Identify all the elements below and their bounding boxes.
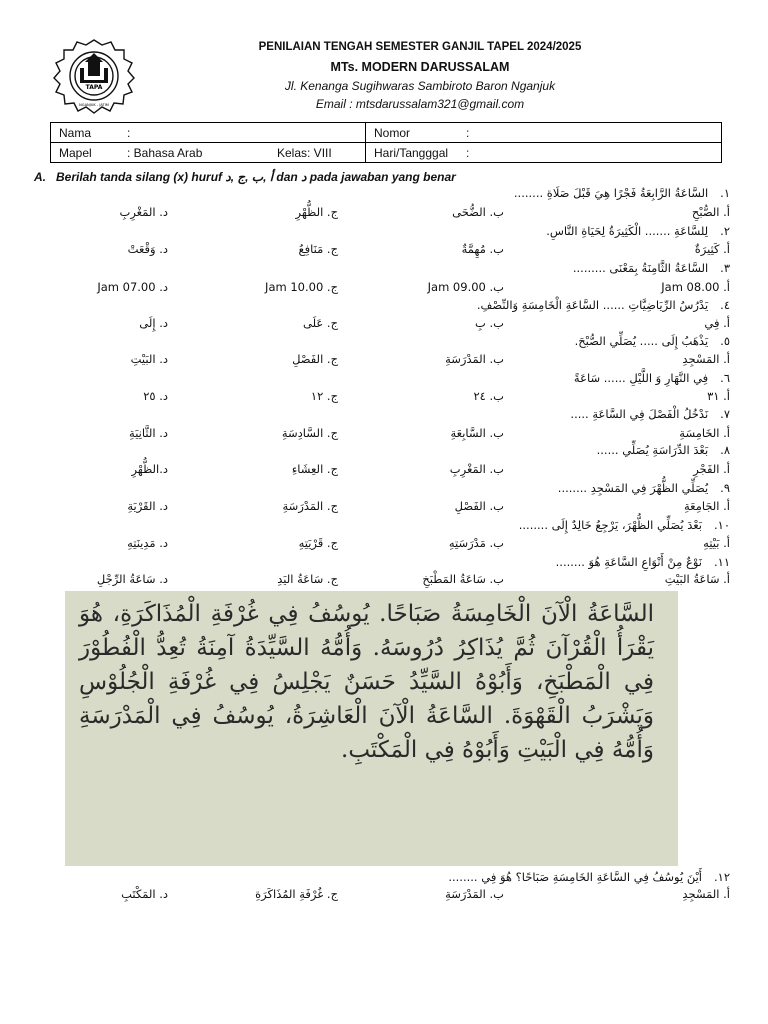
nama-label: Nama [59, 126, 92, 140]
q12-option-a[interactable]: أ. المَسْجِدِ [682, 887, 730, 901]
q5-option-c[interactable]: ج. الفَصْلِ [292, 352, 338, 366]
q12-option-b[interactable]: ب. المَدْرَسَةِ [445, 887, 504, 901]
q9-option-c[interactable]: ج. المَدْرَسَةِ [282, 499, 338, 513]
q10-option-a[interactable]: أ. بَيْتِهِ [703, 536, 730, 550]
instruction [34, 170, 456, 184]
q4-option-d[interactable]: د. إِلَى [139, 316, 168, 330]
q8-option-b[interactable]: ب. المَغْرِبِ [449, 462, 504, 476]
question-number: ١١. [713, 555, 730, 569]
hari-cell[interactable] [366, 143, 722, 163]
logo-text: TAPA [85, 84, 103, 91]
question-text: لِلسَّاعَةِ ....... الْكَثِيرَةُ لِحَيَاةِ النَّاسِ. [546, 224, 709, 238]
q6-option-c[interactable]: ج. ١٢ [310, 389, 338, 403]
question-text: بَعْدَ الدِّرَاسَةِ يُصَلِّي ...... [596, 443, 709, 457]
question-12 [448, 870, 730, 884]
question-number: ٢. [720, 224, 730, 238]
q7-option-d[interactable]: د. الثَّانِيَةِ [129, 426, 168, 440]
q4-option-b[interactable]: ب. بِ [475, 316, 504, 330]
nomor-cell[interactable] [366, 123, 722, 143]
hari-label: Hari/Tangggal [374, 146, 449, 160]
mapel-value: : Bahasa Arab [127, 146, 203, 160]
hari-colon: : [466, 146, 470, 160]
q12-option-d[interactable]: د. المَكْتَبِ [121, 887, 168, 901]
question-number: ١٢. [713, 870, 730, 884]
q4-option-c[interactable]: ج. عَلَى [303, 316, 338, 330]
question-7 [570, 407, 730, 421]
question-3 [573, 261, 730, 275]
q3-option-c[interactable]: ج. Jam 10.00 [265, 280, 338, 294]
q10-option-d[interactable]: د. مَدِينَتِهِ [127, 536, 168, 550]
q3-option-a[interactable]: أ. Jam 08.00 [661, 280, 730, 294]
q1-option-c[interactable]: ج. الظُّهْرِ [295, 205, 338, 219]
question-1 [514, 186, 730, 200]
mapel-cell [51, 143, 366, 163]
question-6 [574, 371, 730, 385]
question-5 [575, 334, 730, 348]
q11-option-a[interactable]: أ. سَاعَةُ البَيْتِ [664, 572, 730, 586]
q9-option-b[interactable]: ب. الفَصْلِ [454, 499, 504, 513]
q6-option-a[interactable]: أ. ٣١ [707, 389, 730, 403]
q3-option-b[interactable]: ب. Jam 09.00 [427, 280, 504, 294]
instruction-text: Berilah tanda silang (x) huruf أ ,ب ,ج ,د dan د pada jawaban yang benar [56, 170, 456, 184]
q7-option-b[interactable]: ب. السَّابِعَةِ [450, 426, 504, 440]
q1-option-b[interactable]: ب. الضُّحَى [452, 205, 504, 219]
q1-option-a[interactable]: أ. الصُّبْحِ [691, 205, 730, 219]
question-number: ٤. [720, 298, 730, 312]
section-number: A. [34, 170, 46, 184]
question-9 [558, 481, 730, 495]
q8-option-c[interactable]: ج. العِشَاءِ [291, 462, 338, 476]
question-text: يُصَلِّي الظُّهْرَ فِي المَسْجِدِ ........ [557, 481, 709, 495]
exam-title: PENILAIAN TENGAH SEMESTER GANJIL TAPEL 2024/2025 [258, 41, 582, 53]
q2-option-d[interactable]: د. وَقْعَتْ [127, 242, 168, 256]
q6-option-b[interactable]: ب. ٢٤ [473, 389, 504, 403]
q1-option-d[interactable]: د. المَغْرِبِ [119, 205, 168, 219]
question-text: السَّاعَةُ الرَّابِعَةُ فَجْرًا هِيَ قَبْلَ صَلَاةِ ........ [513, 186, 709, 200]
question-text: يَذْهَبُ إِلَى ..... يُصَلِّي الصُّبْحَ. [574, 334, 709, 348]
school-name: MTs. MODERN DARUSSALAM [330, 60, 510, 74]
q4-option-a[interactable]: أ. فِي [704, 316, 730, 330]
question-text: نَدْخُلُ الْفَصْلَ فِي السَّاعَةِ ..... [570, 407, 709, 421]
q5-option-d[interactable]: د. البَيْتِ [130, 352, 168, 366]
question-text: يَدْرُسُ الرِّيَاضِيَّاتِ ...... السَّاعَةِ الْخَامِسَةِ وَالنِّصْفِ. [476, 298, 709, 312]
q12-option-c[interactable]: ج. غُرْفَةِ المُذَاكَرَةِ [255, 887, 338, 901]
question-text: نَوْعٌ مِنْ أَنْوَاعِ السَّاعَةِ هُوَ ........ [555, 555, 702, 569]
q10-option-c[interactable]: ج. قَرْيَتِهِ [298, 536, 338, 550]
q11-option-b[interactable]: ب. سَاعَةُ المَطْبَخِ [422, 572, 504, 586]
question-number: ٨. [720, 443, 730, 457]
q11-option-c[interactable]: ج. سَاعَةُ اليَدِ [277, 572, 338, 586]
q7-option-c[interactable]: ج. السَّادِسَةِ [281, 426, 338, 440]
q11-option-d[interactable]: د. سَاعَةُ الرِّجْلِ [96, 572, 168, 586]
kelas-value: Kelas: VIII [277, 146, 332, 160]
q7-option-a[interactable]: أ. الخَامِسَةِ [679, 426, 730, 440]
school-address: Jl. Kenanga Sugihwaras Sambiroto Baron Nganjuk [284, 79, 556, 93]
question-11 [556, 555, 730, 569]
nama-cell[interactable] [51, 123, 366, 143]
q2-option-a[interactable]: أ. كَثِيرَةٌ [694, 242, 730, 256]
q9-option-a[interactable]: أ. الجَامِعَةِ [683, 499, 730, 513]
q9-option-d[interactable]: د. القَرْيَةِ [127, 499, 168, 513]
question-number: ٥. [720, 334, 730, 348]
q3-option-d[interactable]: د. Jam 07.00 [97, 280, 168, 294]
question-number: ١. [720, 186, 730, 200]
q8-option-a[interactable]: أ. الفَجْرِ [693, 462, 730, 476]
reading-passage-text: السَّاعَةُ الْآنَ الْخَامِسَةُ صَبَاحًا. يُوسُفُ فِي غُرْفَةِ الْمُذَاكَرَةِ، هُوَ يَقْرَأُ الْقُرْآنَ ثُمَّ يُذَاكِرُ دُرُوسَهُ. وَأُمُّهُ السَّيِّدَةُ آمِنَةُ تُعِدُّ الْفُطُوْرَ فِي الْمَطْبَخِ، وَأَبُوْهُ السَّيِّدُ حَسَنٌ يَجْلِسُ فِي غُرْفَةِ الْجُلُوْسِ وَيَشْرَبُ الْقَهْوَةَ. السَّاعَةُ الْآنَ الْعَاشِرَةُ، يُوسُفُ فِي الْمَدْرَسَةِ وَأُمُّهُ فِي الْبَيْتِ وَأَبُوْهُ فِي الْمَكْتَبِ. [79, 601, 654, 763]
q6-option-d[interactable]: د. ٢٥ [143, 389, 168, 403]
question-number: ٣. [720, 261, 730, 275]
logo-bottom-text: NGANJUK - JATIM [79, 103, 109, 107]
question-number: ١٠. [713, 518, 730, 532]
q10-option-b[interactable]: ب. مَدْرَسَتِهِ [448, 536, 504, 550]
question-text: السَّاعَةُ الثَّامِنَةُ بِمَعْنَى ......... [572, 261, 709, 275]
question-number: ٩. [720, 481, 730, 495]
nomor-colon: : [466, 126, 470, 140]
question-2 [546, 224, 730, 238]
question-4 [477, 298, 730, 312]
question-number: ٧. [720, 407, 730, 421]
mapel-label: Mapel [59, 146, 92, 160]
q2-option-c[interactable]: ج. مَنَافِعُ [298, 242, 338, 256]
reading-passage-image [65, 591, 678, 866]
question-10 [519, 518, 730, 532]
q5-option-b[interactable]: ب. المَدْرَسَةِ [445, 352, 504, 366]
question-text: بَعْدَ يُصَلِّي الظُّهْرَ، يَرْجِعُ خَالِدٌ إِلَى ........ [518, 518, 702, 532]
question-text: فِي النَّهَارِ وَ اللَّيْلِ ...... سَاعَةً [573, 371, 709, 385]
nama-colon: : [127, 126, 131, 140]
school-logo [44, 36, 144, 116]
q2-option-b[interactable]: ب. مُهِمَّةٌ [461, 242, 504, 256]
question-text: أَيْنَ يُوسُفُ فِي السَّاعَةِ الخَامِسَةِ صَبَاحًا؟ هُوَ فِي ........ [448, 870, 702, 884]
question-8 [597, 443, 730, 457]
q8-option-d[interactable]: د.الظُّهْرِ [131, 462, 168, 476]
question-number: ٦. [720, 371, 730, 385]
school-email: Email : mtsdarussalam321@gmail.com [315, 97, 525, 111]
student-info-table [50, 122, 722, 163]
q5-option-a[interactable]: أ. المَسْجِدِ [682, 352, 730, 366]
nomor-label: Nomor [374, 126, 411, 140]
